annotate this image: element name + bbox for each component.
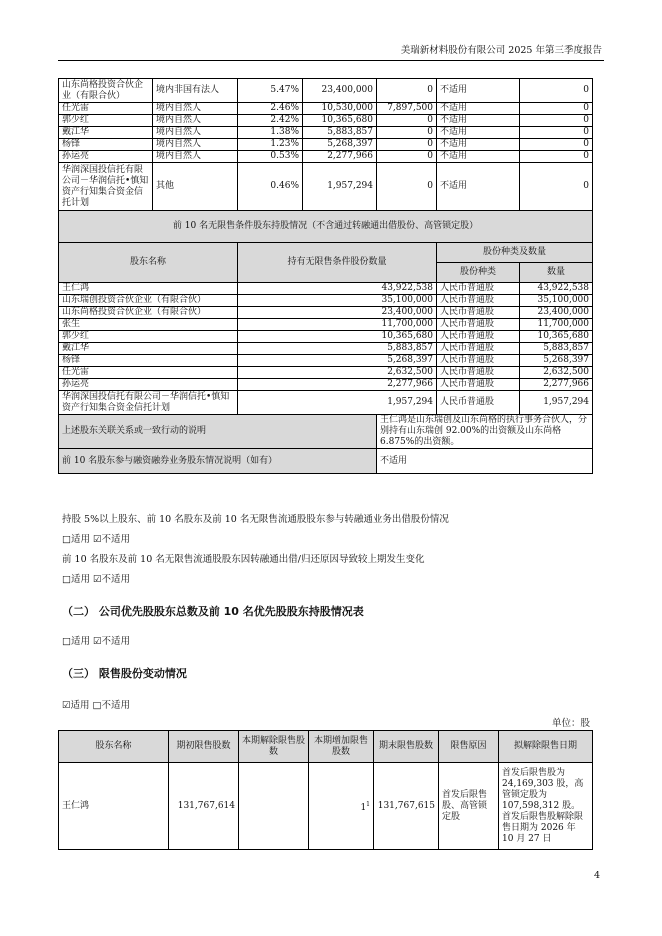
- col-header: 期初限售股数: [169, 731, 239, 763]
- pledge-count: 0: [520, 139, 593, 151]
- share-qty: 2,277,966: [520, 379, 593, 391]
- shareholder-nature: 境内自然人: [153, 115, 238, 127]
- unrestricted-shares: 5,268,397: [238, 355, 437, 367]
- table-row: [59, 139, 593, 151]
- share-qty: 11,700,000: [520, 319, 593, 331]
- share-qty: 23,400,000: [520, 307, 593, 319]
- shareholder-name: 华润深国投信托有限公司－华润信托•慎知资产行知集合资金信托计划: [59, 391, 238, 415]
- share-qty: 5,883,857: [520, 343, 593, 355]
- restricted-shares: 0: [377, 127, 437, 139]
- shareholder-name: 任光雷: [59, 367, 238, 379]
- holding-shares: 23,400,000: [303, 79, 377, 103]
- table-row: [59, 319, 593, 331]
- share-qty: 35,100,000: [520, 295, 593, 307]
- unrestricted-shares: 5,883,857: [238, 343, 437, 355]
- table-row: [59, 343, 593, 355]
- related-text: 王仁鸿是山东瑞创及山东尚格的执行事务合伙人，分别持有山东瑞创 92.00%的出资额及山东尚格 6.875%的出资额。: [377, 415, 593, 449]
- restriction-reason: 首发后限售股、高管锁定股: [439, 763, 499, 850]
- pledge-count: 0: [520, 151, 593, 163]
- col-header: 持有无限售条件股份数量: [238, 243, 437, 283]
- table-row: [59, 307, 593, 319]
- margin-label: 前 10 名股东参与融资融券业务股东情况说明（如有）: [59, 449, 377, 474]
- end-restricted: 131,767,615: [374, 763, 439, 850]
- unrestricted-shares: 23,400,000: [238, 307, 437, 319]
- shareholder-name: 山东瑞创投资合伙企业（有限合伙）: [59, 295, 238, 307]
- restricted-shares: 0: [377, 163, 437, 211]
- col-header: 股东名称: [59, 243, 238, 283]
- table-row: [59, 163, 593, 211]
- shareholder-nature: 境内自然人: [153, 139, 238, 151]
- shareholder-name: 任光雷: [59, 103, 153, 115]
- table-row: [59, 763, 593, 850]
- holding-pct: 2.46%: [238, 103, 303, 115]
- shareholder-name: 戴江华: [59, 343, 238, 355]
- unrestricted-shares: 1,957,294: [238, 391, 437, 415]
- shareholder-nature: 境内自然人: [153, 151, 238, 163]
- page-header-title: 美瑞新材料股份有限公司 2025 年第三季度报告: [400, 45, 602, 56]
- pledge-status: 不适用: [437, 127, 520, 139]
- footnote-marker: 1: [366, 800, 370, 808]
- pledge-count: 0: [520, 79, 593, 103]
- col-header: 拟解除限售日期: [499, 731, 593, 763]
- shareholders-table: [58, 78, 593, 474]
- col-header: 本期解除限售股数: [239, 731, 309, 763]
- pledge-count: 0: [520, 127, 593, 139]
- holding-pct: 0.46%: [238, 163, 303, 211]
- col-header: 股份种类及数量: [437, 243, 593, 263]
- table-row: [59, 127, 593, 139]
- share-type: 人民币普通股: [437, 391, 520, 415]
- pledge-status: 不适用: [437, 103, 520, 115]
- restricted-shares: 0: [377, 151, 437, 163]
- shareholder-name: 华润深国投信托有限公司－华润信托•慎知资产行知集合资金信托计划: [59, 163, 153, 211]
- table-row: [59, 331, 593, 343]
- pledge-status: 不适用: [437, 139, 520, 151]
- share-type: 人民币普通股: [437, 295, 520, 307]
- restricted-shares: 7,897,500: [377, 103, 437, 115]
- holding-pct: 1.23%: [238, 139, 303, 151]
- table-row: [59, 103, 593, 115]
- table-row: [59, 355, 593, 367]
- shareholder-name: 郭少红: [59, 115, 153, 127]
- col-header: 本期增加限售股数: [309, 731, 374, 763]
- unrestricted-shares: 10,365,680: [238, 331, 437, 343]
- holding-pct: 2.42%: [238, 115, 303, 127]
- holding-shares: 10,365,680: [303, 115, 377, 127]
- holding-pct: 5.47%: [238, 79, 303, 103]
- added-value: 1: [360, 802, 367, 813]
- share-qty: 1,957,294: [520, 391, 593, 415]
- pledge-count: 0: [520, 163, 593, 211]
- begin-restricted: 131,767,614: [169, 763, 239, 850]
- holding-shares: 5,883,857: [303, 127, 377, 139]
- pledge-count: 0: [520, 103, 593, 115]
- share-type: 人民币普通股: [437, 319, 520, 331]
- pledge-status: 不适用: [437, 163, 520, 211]
- table-row: [59, 79, 593, 103]
- table-row: [59, 367, 593, 379]
- holding-shares: 5,268,397: [303, 139, 377, 151]
- holding-shares: 1,957,294: [303, 163, 377, 211]
- share-type: 人民币普通股: [437, 355, 520, 367]
- table-row: [59, 391, 593, 415]
- section-preferred-title: （二） 公司优先股股东总数及前 10 名优先股股东持股情况表: [62, 605, 364, 618]
- note-lending-options: □适用 ☑不适用: [62, 534, 131, 545]
- note-change-options: □适用 ☑不适用: [62, 574, 131, 585]
- table-row: [59, 115, 593, 127]
- margin-text: 不适用: [377, 449, 593, 474]
- pledge-status: 不适用: [437, 79, 520, 103]
- section-restricted-title: （三） 限售股份变动情况: [62, 667, 187, 680]
- share-qty: 2,632,500: [520, 367, 593, 379]
- released-restricted: [239, 763, 309, 850]
- shareholder-name: 郭少红: [59, 331, 238, 343]
- share-qty: 10,365,680: [520, 331, 593, 343]
- section-preferred-options: □适用 ☑不适用: [62, 636, 131, 647]
- shareholder-name: 孙运亮: [59, 379, 238, 391]
- unrestricted-shares: 2,277,966: [238, 379, 437, 391]
- table-row: [59, 283, 593, 295]
- share-qty: 43,922,538: [520, 283, 593, 295]
- restricted-shares: 0: [377, 115, 437, 127]
- shareholder-name: 张生: [59, 319, 238, 331]
- unrestricted-shares: 2,632,500: [238, 367, 437, 379]
- holding-pct: 1.38%: [238, 127, 303, 139]
- shareholder-name: 山东尚格投资合伙企业（有限合伙）: [59, 307, 238, 319]
- restricted-shares-table: [58, 730, 593, 850]
- share-type: 人民币普通股: [437, 331, 520, 343]
- note-lending: 持股 5%以上股东、前 10 名股东及前 10 名无限售流通股股东参与转融通业务出借股份情况: [62, 514, 449, 525]
- shareholder-nature: 境内非国有法人: [153, 79, 238, 103]
- table-row: [59, 379, 593, 391]
- shareholder-name: 孙运亮: [59, 151, 153, 163]
- shareholder-name: 王仁鸿: [59, 283, 238, 295]
- shareholder-name: 杨锋: [59, 355, 238, 367]
- unrestricted-shares: 43,922,538: [238, 283, 437, 295]
- share-type: 人民币普通股: [437, 367, 520, 379]
- col-header: 期末限售股数: [374, 731, 439, 763]
- shareholder-nature: 境内自然人: [153, 127, 238, 139]
- holding-shares: 2,277,966: [303, 151, 377, 163]
- shareholder-name: 山东尚格投资合伙企业（有限合伙）: [59, 79, 153, 103]
- section-restricted-options: ☑适用 □不适用: [62, 700, 131, 711]
- col-header: 限售原因: [439, 731, 499, 763]
- shareholder-nature: 其他: [153, 163, 238, 211]
- share-type: 人民币普通股: [437, 283, 520, 295]
- page-number: 4: [593, 870, 600, 881]
- release-date: 首发后限售股为 24,169,303 股，高管锁定股为 107,598,312 股。首发后限售股解除限售日期为 2026 年 10 月 27 日: [499, 763, 593, 850]
- related-label: 上述股东关联关系或一致行动的说明: [59, 415, 377, 449]
- pledge-status: 不适用: [437, 151, 520, 163]
- restricted-shares: 0: [377, 79, 437, 103]
- added-restricted: [309, 763, 374, 850]
- table-row: [59, 295, 593, 307]
- restricted-shares: 0: [377, 139, 437, 151]
- holding-pct: 0.53%: [238, 151, 303, 163]
- pledge-status: 不适用: [437, 115, 520, 127]
- table-row: [59, 151, 593, 163]
- col-header: 股份种类: [437, 263, 520, 283]
- share-type: 人民币普通股: [437, 343, 520, 355]
- col-header: 股东名称: [59, 731, 169, 763]
- holding-shares: 10,530,000: [303, 103, 377, 115]
- shareholder-name: 杨锋: [59, 139, 153, 151]
- shareholder-name: 戴江华: [59, 127, 153, 139]
- pledge-count: 0: [520, 115, 593, 127]
- col-header: 数量: [520, 263, 593, 283]
- note-change: 前 10 名股东及前 10 名无限售流通股股东因转融通出借/归还原因导致较上期发生变化: [62, 554, 425, 565]
- shareholder-nature: 境内自然人: [153, 103, 238, 115]
- share-type: 人民币普通股: [437, 307, 520, 319]
- header-divider: [58, 60, 604, 61]
- share-qty: 5,268,397: [520, 355, 593, 367]
- unrestricted-shares: 11,700,000: [238, 319, 437, 331]
- unit-label: 单位：股: [551, 718, 590, 729]
- unrestricted-shares: 35,100,000: [238, 295, 437, 307]
- section-title: 前 10 名无限售条件股东持股情况（不含通过转融通出借股份、高管锁定股）: [59, 211, 593, 243]
- shareholder-name: 王仁鸿: [59, 763, 169, 850]
- share-type: 人民币普通股: [437, 379, 520, 391]
